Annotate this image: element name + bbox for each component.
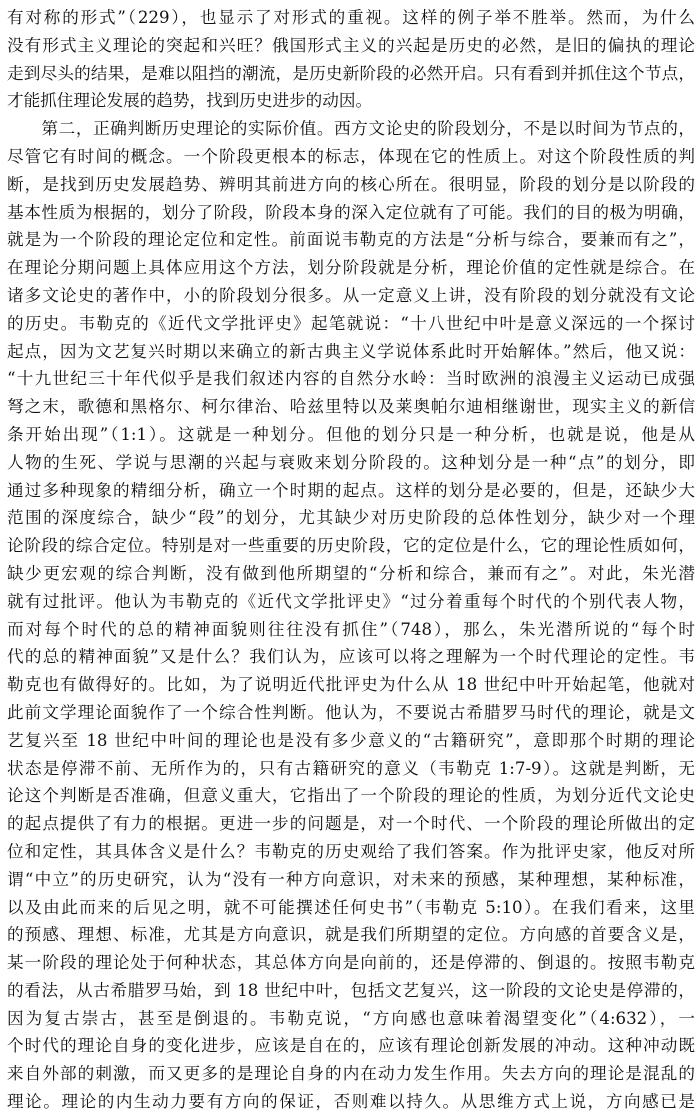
text-line: 有对称的形式”（229），也显示了对形式的重视。这样的例子举不胜举。然而，为什么 [7, 8, 695, 27]
text-line: 论阶段的综合定位。特别是对一些重要的历史阶段，它的定位是什么，它的理论性质如何， [7, 536, 695, 556]
text-line: 某一阶段的理论处于何种状态，其总体方向是向前的，还是停滞的、倒退的。按照韦勒克 [7, 953, 695, 973]
text-line: 就是为一个阶段的理论定位和定性。前面说韦勒克的方法是“分析与综合，要兼而有之”， [7, 230, 695, 250]
text-line: 没有形式主义理论的突起和兴旺？俄国形式主义的兴起是历史的必然，是旧的偏执的理论 [7, 35, 695, 55]
text-line: 起点，因为文艺复兴时期以来确立的新古典主义学说体系此时开始解体。”然后，他又说： [7, 341, 695, 361]
text-line: 来自外部的刺激，而又更多的是理论自身的内在动力发生作用。失去方向的理论是混乱的 [7, 1064, 695, 1084]
text-line: 状态是停滞不前、无所作为的，只有古籍研究的意义（韦勒克 1:7-9）。这就是判断，无 [7, 758, 695, 778]
text-line: 位和定性，其具体含义是什么？韦勒克的历史观给了我们答案。作为批评史家，他反对所 [7, 841, 695, 861]
text-line: 的起点提供了有力的根据。更进一步的问题是，对一个时代、一个阶段的理论所做出的定 [7, 814, 695, 834]
text-line: 尽管它有时间的概念。一个阶段更根本的标志，体现在它的性质上。对这个阶段性质的判 [7, 146, 695, 166]
text-line: 范围的深度综合，缺少“段”的划分，尤其缺少对历史阶段的总体性划分，缺少对一个理 [7, 508, 695, 528]
paragraph-first-line: 第二，正确判断历史理论的实际价值。西方文论史的阶段划分，不是以时间为节点的， [7, 119, 695, 139]
text-line: 此前文学理论面貌作了一个综合性判断。他认为，不要说古希腊罗马时代的理论，就是文 [7, 702, 695, 722]
text-line: 断，是找到历史发展趋势、辨明其前进方向的核心所在。很明显，阶段的划分是以阶段的 [7, 174, 695, 194]
text-line: 在理论分期问题上具体应用这个方法，划分阶段就是分析，理论价值的定性就是综合。在 [7, 258, 695, 278]
text-line: 个时代的理论自身的变化进步，应该是自在的，应该有理论创新发展的冲动。这种冲动既 [7, 1036, 695, 1056]
text-line: 就有过批评。他认为韦勒克的《近代文学批评史》“过分着重每个时代的个别代表人物， [7, 591, 695, 611]
text-line: 人物的生死、学说与思潮的兴起与衰败来划分阶段的。这种划分是一种“点”的划分，即 [7, 452, 695, 472]
text-line: 代的总的精神面貌”又是什么？我们认为，应该可以将之理解为一个时代理论的定性。韦 [7, 647, 695, 667]
text-line: “十九世纪三十年代似乎是我们叙述内容的自然分水岭：当时欧洲的浪漫主义运动已成强 [7, 369, 695, 389]
text-line: 论这个判断是否准确，但意义重大，它指出了一个阶段的理论的性质，为划分近代文论史 [7, 786, 695, 806]
text-line: 以及由此而来的后见之明，就不可能撰述任何史书”（韦勒克 5:10）。在我们看来，这里 [7, 897, 695, 917]
text-line: 弩之末，歌德和黑格尔、柯尔律治、哈兹里特以及莱奥帕尔迪相继谢世，现实主义的新信 [7, 397, 695, 417]
text-line: 走到尽头的结果，是难以阻挡的潮流，是历史新阶段的必然开启。只有看到并抓住这个节点， [7, 63, 695, 83]
text-line: 缺少更宏观的综合判断，没有做到他所期望的“分析和综合，兼而有之”。对此，朱光潜 [7, 563, 695, 583]
text-line: 的历史。韦勒克的《近代文学批评史》起笔就说：“十八世纪中叶是意义深远的一个探讨 [7, 313, 695, 333]
text-line: 条开始出现”（1:1）。这就是一种划分。但他的划分只是一种分析，也就是说，他是从 [7, 424, 695, 444]
text-line: 谓“中立”的历史研究，认为“没有一种方向意识，对未来的预感，某种理想，某种标准， [7, 869, 695, 889]
text-line: 的看法，从古希腊罗马始，到 18 世纪中叶，包括文艺复兴，这一阶段的文论史是停滞的， [7, 980, 695, 1000]
text-line: 通过多种现象的精细分析，确立一个时期的起点。这样的划分是必要的，但是，还缺少大 [7, 480, 695, 500]
text-line: 理论。理论的内生动力要有方向的保证，否则难以持久。从思维方式上说，方向感已是 [7, 1092, 695, 1112]
document-page [7, 4, 695, 1112]
text-line: 而对每个时代的总的精神面貌则往往没有抓住”（748），那么，朱光潜所说的“每个时 [7, 619, 695, 639]
text-line: 的预感、理想、标准，尤其是方向意识，就是我们所期望的定位。方向感的首要含义是， [7, 925, 695, 945]
text-line: 勒克也有做得好的。比如，为了说明近代批评史为什么从 18 世纪中叶开始起笔，他就对 [7, 675, 695, 695]
text-line: 艺复兴至 18 世纪中叶间的理论也是没有多少意义的“古籍研究”，意即那个时期的理论 [7, 730, 695, 750]
paragraph-end-line: 才能抓住理论发展的趋势，找到历史进步的动因。 [7, 91, 373, 111]
text-line: 因为复古崇古，甚至是倒退的。韦勒克说，“方向感也意味着渴望变化”（4:632），一 [7, 1008, 695, 1028]
text-line: 基本性质为根据的，划分了阶段，阶段本身的深入定位就有了可能。我们的目的极为明确， [7, 202, 695, 222]
text-line: 诸多文论史的著作中，小的阶段划分很多。从一定意义上讲，没有阶段的划分就没有文论 [7, 285, 695, 305]
